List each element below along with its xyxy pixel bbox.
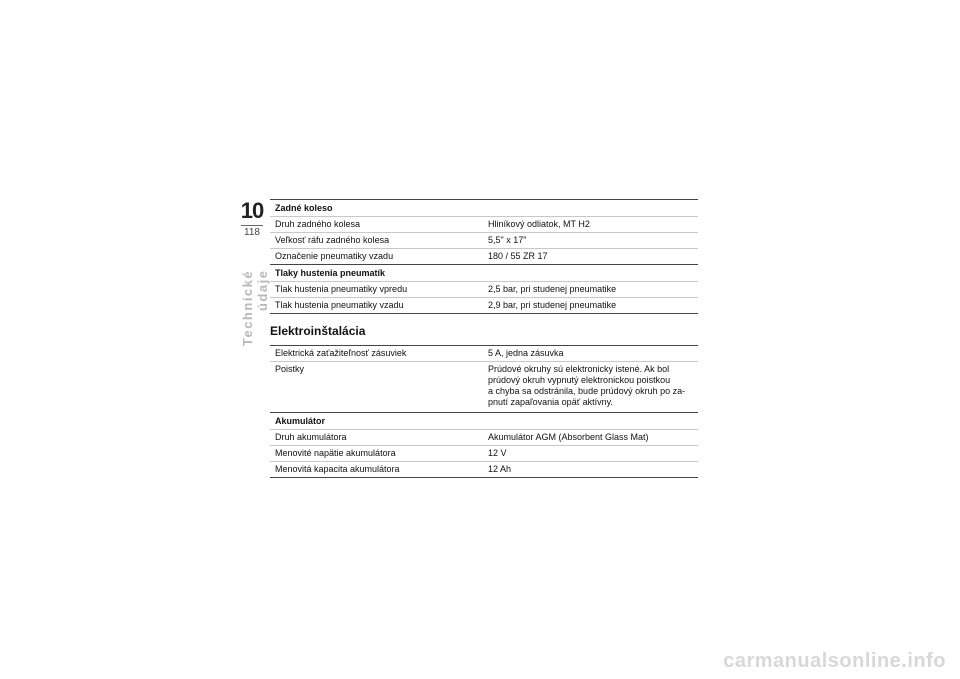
row-label: Druh zadného kolesa <box>275 219 361 229</box>
row-value: 5,5" x 17" <box>488 235 527 245</box>
fuse-note-line: a chyba sa odstránila, bude prúdový okruh po za- <box>488 386 686 396</box>
table-row <box>270 298 698 313</box>
row-value: 5 A, jedna zásuvka <box>488 348 564 358</box>
table-row <box>270 346 698 361</box>
chapter-divider <box>241 225 263 226</box>
table-row <box>270 446 698 461</box>
page-number: 118 <box>244 227 260 238</box>
electrical-section-title: Elektroinštalácia <box>270 324 366 338</box>
fuse-note-line: Prúdové okruhy sú elektronicky istené. Ak bol <box>488 364 670 374</box>
row-label: Veľkosť ráfu zadného kolesa <box>275 235 390 245</box>
table-row <box>270 249 698 264</box>
row-value: 180 / 55 ZR 17 <box>488 251 548 261</box>
fuse-note-line: prúdový okruh vypnutý elektronickou poistkou <box>488 375 671 385</box>
tire-pressure-heading: Tlaky hustenia pneumatík <box>275 268 386 278</box>
table-bottom-rule <box>270 477 698 478</box>
row-label: Tlak hustenia pneumatiky vzadu <box>275 300 404 310</box>
row-value: 2,5 bar, pri studenej pneumatike <box>488 284 617 294</box>
row-value: Hliníkový odliatok, MT H2 <box>488 219 590 229</box>
row-label: Menovité napätie akumulátora <box>275 448 396 458</box>
fuse-note-line: pnutí zapaľovania opäť aktívny. <box>488 397 613 407</box>
row-value-multiline <box>484 362 698 410</box>
table-row <box>270 462 698 477</box>
rear-wheel-heading: Zadné koleso <box>275 203 333 213</box>
chapter-number: 10 <box>240 198 264 223</box>
row-label: Tlak hustenia pneumatiky vpredu <box>275 284 408 294</box>
table-row <box>270 233 698 248</box>
battery-heading: Akumulátor <box>275 416 326 426</box>
row-value: 12 V <box>488 448 507 458</box>
row-label: Druh akumulátora <box>275 432 347 442</box>
row-value: 12 Ah <box>488 464 512 474</box>
spec-table <box>270 199 698 478</box>
table-row <box>270 282 698 297</box>
row-label: Elektrická zaťažiteľnosť zásuviek <box>275 348 407 358</box>
chapter-title: Technické údaje <box>240 270 270 347</box>
table-row <box>270 430 698 445</box>
row-label: Menovitá kapacita akumulátora <box>275 464 400 474</box>
table-row <box>270 362 698 410</box>
row-value: 2,9 bar, pri studenej pneumatike <box>488 300 617 310</box>
row-label: Poistky <box>275 364 305 374</box>
watermark: carmanualsonline.info <box>723 650 946 672</box>
row-value: Akumulátor AGM (Absorbent Glass Mat) <box>488 432 649 442</box>
table-row <box>270 217 698 232</box>
row-label: Označenie pneumatiky vzadu <box>275 251 394 261</box>
